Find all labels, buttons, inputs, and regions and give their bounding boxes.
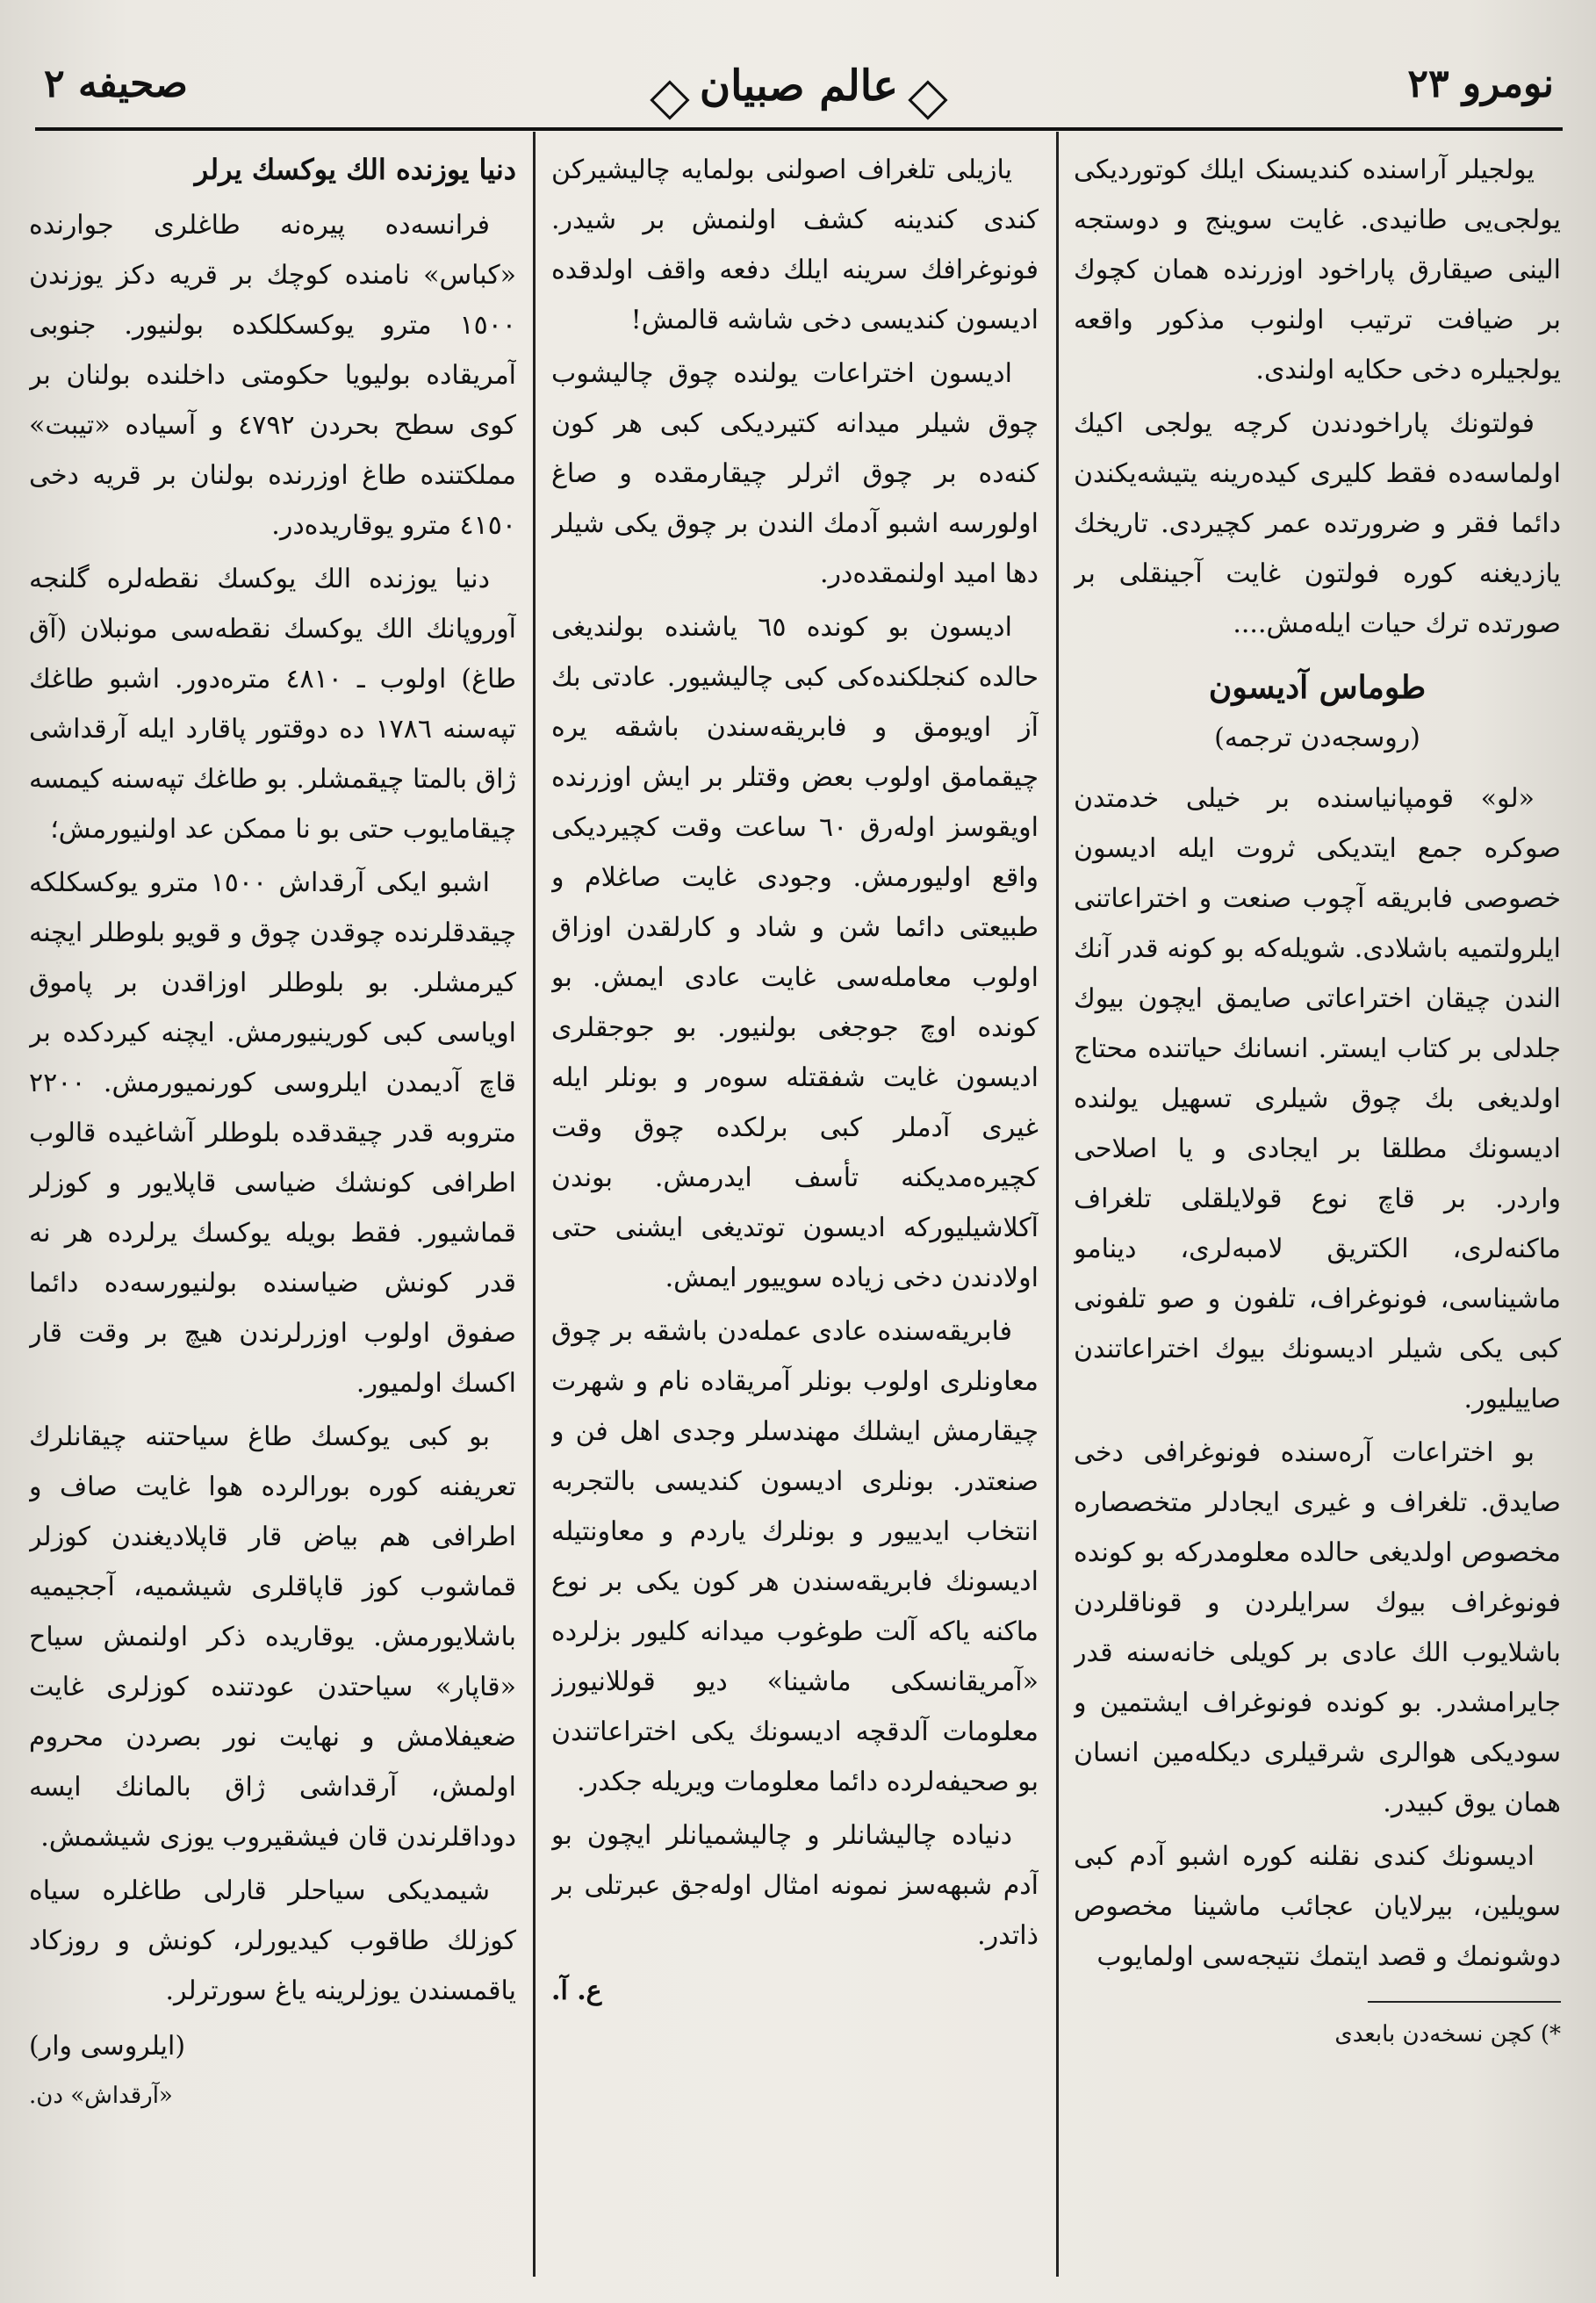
article-subheading: (روسجه‌دن ترجمه) [1214,723,1420,753]
paragraph: «لو» قومپانیاسنده بر خیلی خدمتدن صوکره جمع ایتدیکی ثروت ایله ادیسون خصوصی فابریقه آچوب صنعت و اختراعاتنی ایلرولتمیه باشلادی. شویله‌که بو کونه قدر آنك الندن چیقان اختراعاتی صایمق ایچون بیوك جلدلی بر کتاب ایستر. انسانك حیاتنده محتاج اولدیغی بك چوق شیلری تسهیل یولنده ادیسونك مطلقا بر ایجادی و یا اصلاحی واردر. بر قاچ نوع قولایلقلی تلغراف ماکنه‌لری، الکتریق لامبه‌لری، دینامو ماشیناسی، فونوغراف، تلفون و صو تلفونی کبی یکی شیلر ادیسونك بیوك اختراعاتندن صاییلیور. [1074,783,1561,1414]
paragraph: یولجیلر آراسنده کندیسنک ایلك کوتوردیکی یولجی‌یی طانیدی. غایت سوینج و دوستجه الینی صیقارق پاراخود اوزرنده همان کچوك بر ضیافت ترتیب اولنوب مذکور واقعه یولجیلره دخی حکایه اولندی. [1074,155,1561,385]
footnote: *) کچن نسخه‌دن بابعدی [1334,2021,1561,2048]
column-right [1074,145,1561,2268]
paragraph: یازیلی تلغراف اصولنی بولمایه چالیشیرکن کندی کندینه کشف اولنمش بر شیدر. فونوغرافك سرینه ایلك دفعه واقف اولدقده ادیسون کندیسی دخی شاشه قالمش! [551,155,1039,335]
column-left [29,145,516,2268]
paragraph: ادیسونك کندی نقلنه کوره اشبو آدم کبی سویلین، بیرلایان عجائب ماشینا مخصوص دوشونمك و قصد ایتمك نتیجه‌سی اولمایوب [1074,1841,1561,1972]
source-note: «آرقداش» دن. [29,2083,173,2109]
paragraph: فابریقه‌سنده عادی عمله‌دن باشقه بر چوق معاونلری اولوب بونلر آمریقاده نام و شهرت چیقارمش ایشلك مهندسلر وجدی اهل فن و صنعتدر. بونلری ادیسون کندیسی بالتجربه انتخاب ایدییور و بونلرك یاردم و معاونتیله ادیسونك فابریقه‌سندن هر کون یکی بر نوع ماکنه یاکه آلت طوغوب میدانه کلیور بزلرده «آمریقانسکی ماشینا» دیو قوللانیورز معلومات آلدقچه ادیسونك یکی اختراعاتندن بو صحیفه‌لرده دائما معلومات ویریله جکدر. [551,1316,1039,1797]
column-divider-left [533,132,536,2277]
continued-note: (ایلروسی وار) [29,2031,186,2062]
paragraph: اشبو ایکی آرقداش ١٥٠٠ مترو یوکسکلکه چیقدقلرنده چوقدن چوق و قویو بلوطلر ایچنه کیرمشلر. بو بلوطلر اوزاقدن بر پاموق اویاسی کبی کورینیورمش. ایچنه کیردکده بر قاچ آدیمدن ایلروسی کورنمیورمش. ٢٢٠٠ متروبه قدر چیقدقده بلوطلر آشاغیده قالوب اطرافی کونشك ضیاسی قاپلایور و کوزلر قماشیور. فقط بویله یوکسك یرلرده هر نه قدر کونش ضیاسنده بولنیورسه‌ده دائما صفوق اولوب اوزرلرندن هیچ بر وقت قار اکسك اولمیور. [29,867,516,1399]
paragraph: فولتونك پاراخودندن کرچه یولجی اکیك اولماسه‌ده فقط کلیری کیده‌رینه یتیشه‌یکندن دائما فقر و ضرورتده عمر کچیردی. تاریخك یازدیغنه کوره فولتون غایت آجینقلی بر صورتده ترك حیات ایله‌مش.... [1074,408,1561,639]
masthead-rule [35,127,1563,131]
paragraph: ادیسون بو کونده ٦٥ یاشنده بولندیغی حالده کنجلکنده‌کی کبی چالیشیور. عادتی بك آز اویومق و فابریقه‌سندن باشقه یره چیقمامق اولوب بعض وقتلر بر ایش اوزرنده اویقوسز اوله‌رق ٦٠ ساعت وقت کچیردیکی واقع اولیورمش. وجودی غایت صاغلام و طبیعتی دائما شن و شاد و کارلقدن اوزاق اولوب معامله‌سی غایت عادی ایمش. بو کونده اوچ جوجغی بولنیور. بو جوجقلری ادیسون غایت شفقتله سوەر و بونلر ایله غیری آدملر کبی برلکده چوق وقت کچیره‌مدیکنه تأسف ایدرمش. بوندن آکلاشیلیورکه ادیسون توتدیغی ایشنی حتی اولادندن دخی زیاده سوییور ایمش. [551,612,1039,1293]
paragraph: دنیا یوزنده الك یوکسك نقطه‌لره گلنجه آوروپانك الك یوکسك نقطه‌سی مونبلان (آق طاغ) اولوب ـ ٤٨١٠ متره‌دور. اشبو طاغك تپه‌سنه ١٧٨٦ ده دوقتور پاقارد ایله آرقداشی ژاق بالمتا چیقمشلر. بو طاغك تپه‌سنه کیمسه چیقامایوب حتی بو نا ممکن عد اولنیورمش؛ [29,564,516,845]
paragraph: بو اختراعات آره‌سنده فونوغرافی دخی صایدق. تلغراف و غیری ایجادلر متخصصاره مخصوص اولدیغی حالده معلومدرکه بو کونده فونوغراف بیوك سرایلردن و قوناقلردن باشلایوب الك عادی بر کویلی خانه‌سنه قدر جایرامشدر. بو کونده فونوغراف ایشتمین و سودیکی هوالری شرقیلری دیکله‌مین انسان همان یوق کبیدر. [1074,1437,1561,1818]
paragraph: ادیسون اختراعات یولنده چوق چالیشوب چوق شیلر میدانه کتیردیکی کبی هر کون کنه‌ده بر چوق اثرلر چیقارمقده و صاغ اولورسه اشبو آدمك الندن بر چوق یکی شیلر دها امید اولنمقده‌در. [551,358,1039,589]
publication-title: عالم صبیان [665,61,933,111]
article-heading-edison: طوماس آدیسون [1208,669,1427,706]
column-middle [551,145,1039,2268]
paragraph: دنیاده چالیشانلر و چالیشمیانلر ایچون بو آدم شبهه‌سز نمونه امثال اولەجق عبرتلی بر ذاتدر. [551,1820,1039,1951]
article-heading-highest-places: دنیا یوزنده الك یوکسك یرلر [194,153,516,186]
article-signature: ع. آ. [551,1976,602,2006]
paragraph: فرانسه‌ده پیرەنه طاغلری جوارنده «کباس» نامنده کوچك بر قریه دکز یوزندن ١٥٠٠ مترو یوکسکلکده بولنیور. جنوبی آمریقاده بولیویا حکومتی داخلنده بولنان بر کوی سطح بحردن ٤٧٩٢ و آسیاده «تیبت» مملکتنده طاغ اوزرنده بولنان بر قریه دخی ٤١٥٠ مترو یوقاریده‌در. [29,210,516,541]
page-number: صحیفه ٢ [44,61,188,106]
footnote-rule [1368,2001,1561,2003]
paragraph: شیمدیکی سیاحلر قارلی طاغلره سیاه کوزلك طاقوب کیدیورلر، کونش و روزکاد یاقمسندن یوزلرینه یاغ سورترلر. [29,1875,516,2006]
paragraph: بو کبی یوکسك طاغ سیاحتنه چیقانلرك تعریفنه کوره بورالرده هوا غایت صاف و اطرافی هم بیاض قار قاپلادیغندن کوزلر قماشوب کوز قاپاقلری شیشمیه، آججیمیه باشلایورمش. یوقاریده ذکر اولنمش سیاح «قاپار» سیاحتدن عودتنده کوزلری غایت ضعیفلامش و نهایت نور بصردن محروم اولمش، آرقداشی ژاق بالمانك ایسه دوداقلرندن قان فیشقیروب یوزی شیشمش. [29,1421,516,1853]
column-divider-right [1056,132,1059,2277]
issue-number: نومرو ٢٣ [1407,61,1554,106]
